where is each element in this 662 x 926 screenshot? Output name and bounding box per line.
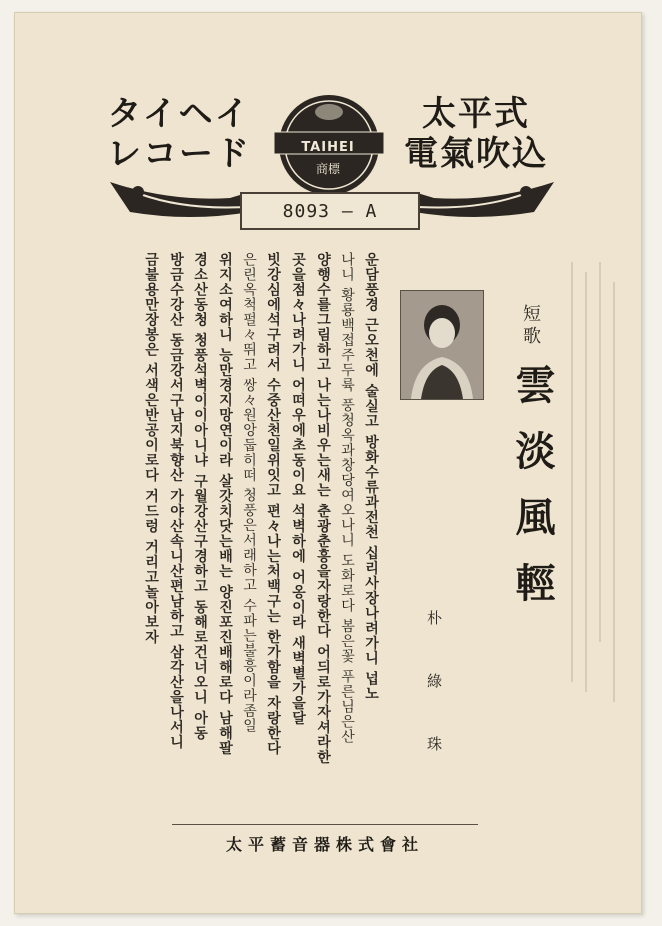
header-left-line1: タイヘイ xyxy=(107,94,251,134)
genre-label: 短歌 xyxy=(520,304,541,348)
logo-text: TAIHEI xyxy=(301,140,355,155)
poem-line-9: 방금수강산 동금강서구남지북향산 가야산속니산편남하고 삼각산을나서니 xyxy=(168,252,184,750)
record-lyric-sheet xyxy=(14,12,642,914)
header-left-line2: レコード xyxy=(107,134,251,174)
footer-divider xyxy=(172,824,478,825)
catalog-number: 8093 — A xyxy=(240,192,420,230)
bleed-through-text xyxy=(562,262,632,702)
header-right-line2: 電氣吹込 xyxy=(404,134,548,174)
company-name: 太平蓄音器株式會社 xyxy=(225,835,424,854)
poem-line-8: 경소산동청 청풍석벽이이아니냐 구월강산구경하고 동해로건너오니 아동 xyxy=(192,252,208,741)
poem-line-10: 금불용만장봉은 서색은반공이로다 거드렁 거리고놀아보자 xyxy=(143,252,159,645)
poem-line-3: 양행수를그림하고 나는나비우는새는 춘광춘흥을자랑한다 어듸로가자셔라한 xyxy=(315,252,331,765)
poem-line-6: 은린옥척펄々뛰고 쌍々원앙둡히떠 청풍은서래하고 수파는불흥이라좀일 xyxy=(241,252,257,734)
poem-line-4: 곳을점々나려가니 어떠우에초동이요 석벽하에 어옹이라 새벽별가을달 xyxy=(290,252,306,726)
header-left-title xyxy=(104,94,254,174)
poem-line-1: 운담풍경 근오천에 술실고 방화수류과전천 십리사장나려가니 넙노 xyxy=(363,252,379,702)
header-right-line1: 太平式 xyxy=(422,94,530,134)
poem-line-7: 위지소여하니 능만경지망연이라 살갓치닷는배는 양진포진배해로다 남해팔 xyxy=(217,252,233,756)
author-name: 朴綠珠 xyxy=(425,610,443,799)
portrait-icon xyxy=(401,291,483,399)
song-title: 雲淡風輕 xyxy=(509,364,556,628)
poem-line-5: 빗강심에석구려서 수중산천일위잇고 편々나는처백구는 한가함을 자랑한다 xyxy=(265,252,281,756)
logo-subtext: 商標 xyxy=(315,162,340,176)
poem-line-2: 나니 황룡백접주두륙 풍청옥과창당여오나니 도화로다 봄은꽃 푸른님은산 xyxy=(339,252,355,745)
singer-portrait xyxy=(400,290,484,400)
header-right-title xyxy=(396,94,556,174)
